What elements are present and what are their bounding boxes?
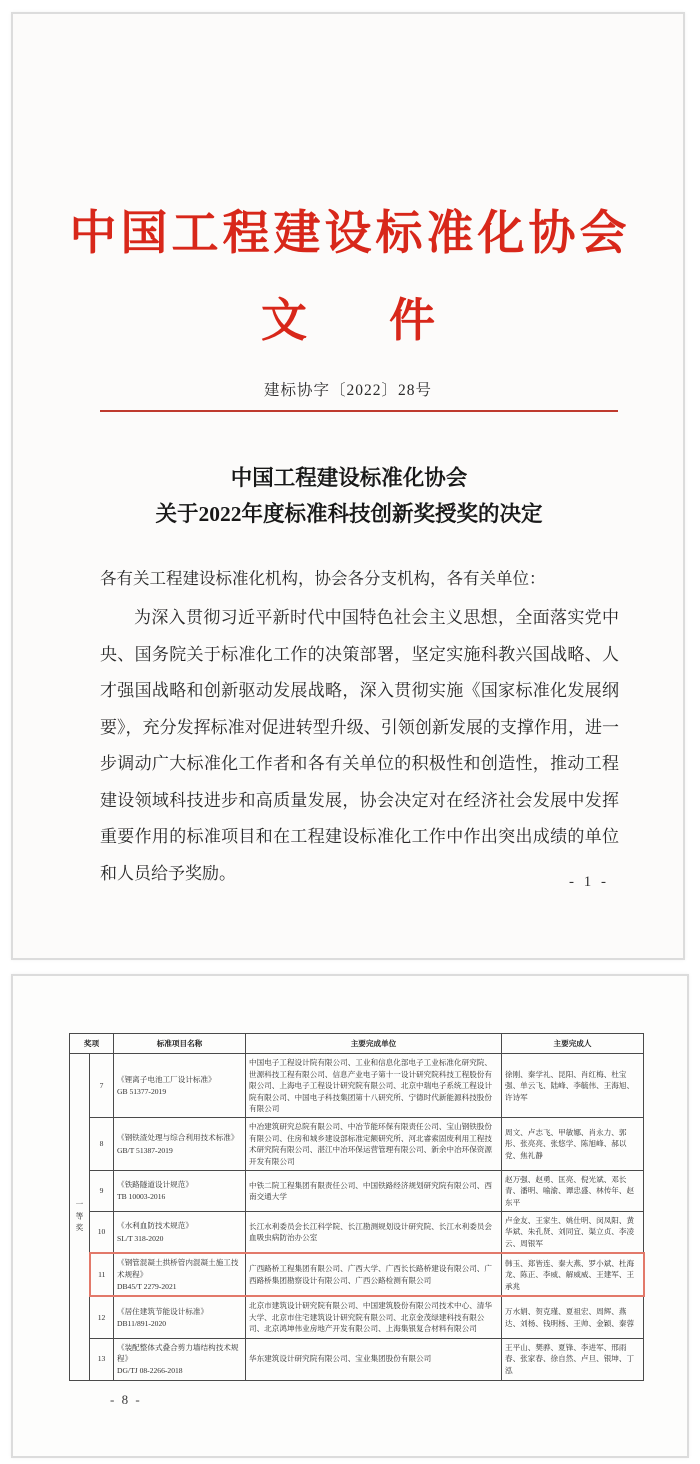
table-row (70, 1212, 644, 1254)
table-row (70, 1118, 644, 1171)
cell-standard-name (114, 1118, 246, 1171)
red-divider-rule (100, 410, 618, 412)
table-row (70, 1054, 644, 1118)
standard-title: 《锂离子电池工厂设计标准》 (117, 1074, 216, 1084)
cell-main-units: 华东建筑设计研究院有限公司、宝业集团股份有限公司 (246, 1338, 502, 1380)
standard-code: TB 10003-2016 (117, 1192, 166, 1202)
header-main-units: 主要完成单位 (246, 1034, 502, 1054)
cell-main-people: 周文、卢志飞、甲敏娜、肖永力、郭彤、张亮亮、张悠学、陈旭峰、郝以党、焦礼静 (502, 1118, 644, 1171)
cell-standard-name (114, 1212, 246, 1254)
salutation-line: 各有关工程建设标准化机构，协会各分支机构，各有关单位： (100, 569, 546, 588)
standard-code: DB11/891-2020 (117, 1319, 167, 1328)
cell-main-people: 韩玉、郑皆连、秦大燕、罗小斌、杜海龙、陈正、李威、解威威、王建军、王承兆 (502, 1253, 644, 1296)
decision-title-line2: 关于2022年度标准科技创新奖授奖的决定 (155, 502, 543, 526)
document-page-1 (11, 12, 685, 960)
cell-row-number: 10 (90, 1212, 114, 1254)
cell-row-number: 7 (90, 1054, 114, 1118)
standard-code: DB45/T 2279-2021 (117, 1282, 177, 1292)
cell-main-people: 王平山、樊骅、夏锋、李进军、邢雨春、张家春、徐自然、卢旦、银坤、丁泓 (502, 1338, 644, 1380)
cell-standard-name (114, 1338, 246, 1380)
cell-main-people: 卢金友、王家生、姚仕明、闵凤阳、黄华斌、朱孔贤、刘同宜、渠立贞、李凌云、周银军 (502, 1212, 644, 1254)
decision-title (53, 460, 645, 532)
table-row (70, 1338, 644, 1380)
cell-main-people: 万水娟、贺克瑾、夏祖宏、周辉、燕达、刘杨、钱明杨、王帅、金颖、秦蓉 (502, 1296, 644, 1338)
cell-standard-name (114, 1253, 246, 1296)
standard-code: DG/TJ 08-2266-2018 (117, 1366, 183, 1376)
cell-row-number: 12 (90, 1296, 114, 1338)
standard-title: 《钢铁渣处理与综合利用技术标准》 (117, 1133, 239, 1143)
cell-main-units: 中冶建筑研究总院有限公司、中冶节能环保有限责任公司、宝山钢铁股份有限公司、住房和城乡建设部标准定额研究所、河北睿索固废利用工程技术研究院有限公司、湛江中冶环保运营管理有限公司、新余中冶环保资源开发有限公司 (246, 1118, 502, 1171)
page-number-1: - 1 - (569, 874, 609, 890)
table-header-row (70, 1034, 644, 1054)
header-standard-name: 标准项目名称 (114, 1034, 246, 1054)
org-name-heading: 中国工程建设标准化协会 (69, 208, 631, 260)
cell-row-number: 9 (90, 1170, 114, 1211)
award-table (69, 1033, 645, 1381)
standard-code: GB 51377-2019 (117, 1087, 167, 1097)
table-row (70, 1296, 644, 1338)
cell-main-units: 广西路桥工程集团有限公司、广西大学、广西长长路桥建设有限公司、广西路桥集团勘察设计有限公司、广西公路检测有限公司 (246, 1253, 502, 1296)
header-prize: 奖项 (70, 1034, 114, 1054)
standard-code: GB/T 51387-2019 (117, 1145, 173, 1155)
document-page-8 (11, 974, 689, 1458)
cell-row-number: 13 (90, 1338, 114, 1380)
cell-main-units: 中国电子工程设计院有限公司、工业和信息化部电子工业标准化研究院、世源科技工程有限公司、信息产业电子第十一设计研究院科技工程股份有限公司、上海电子工程设计研究院有限公司、北京中瑞电子系统工程设计院有限公司、中国电子科技集团第十八研究所、宁德时代新能源科技股份有限公司 (246, 1054, 502, 1118)
standard-title: 《居住建筑节能设计标准》 (117, 1306, 209, 1316)
standard-title: 《钢管混凝土拱桥管内混凝土施工技术规程》 (117, 1258, 239, 1279)
cell-main-units: 中铁二院工程集团有限责任公司、中国铁路经济规划研究院有限公司、西南交通大学 (246, 1170, 502, 1211)
header-main-people: 主要完成人 (502, 1034, 644, 1054)
cell-main-people: 赵万强、赵勇、匡亮、倪光斌、邓长青、潘明、喻渝、谭忠盛、林传年、赵东平 (502, 1170, 644, 1211)
standard-title: 《装配整体式叠合剪力墙结构技术规程》 (117, 1342, 239, 1363)
table-row-highlighted (70, 1253, 644, 1296)
award-table-body (70, 1054, 644, 1380)
body-paragraph: 为深入贯彻习近平新时代中国特色社会主义思想，全面落实党中央、国务院关于标准化工作的决策部署，坚定实施科教兴国战略、人才强国战略和创新驱动发展战略，深入贯彻实施《国家标准化发展纲要》，充分发挥标准对促进转型升级、引领创新发展的支撑作用，进一步调动广大标准化工作者和各有关单位的积极性和创造性，推动工程建设领域科技进步和高质量发展，协会决定对在经济社会发展中发挥重要作用的标准项目和在工程建设标准化工作中作出突出成绩的单位和人员给予奖励。 (100, 608, 619, 883)
standard-title: 《铁路隧道设计规范》 (117, 1180, 193, 1190)
standard-code: SL/T 318-2020 (117, 1233, 164, 1243)
award-table-container (69, 1033, 643, 1381)
page-number-8: - 8 - (110, 1392, 142, 1407)
table-row (70, 1170, 644, 1211)
cell-main-units: 北京市建筑设计研究院有限公司、中国建筑股份有限公司技术中心、清华大学、北京市住宅建筑设计研究院有限公司、北京金茂绿建科技有限公司、北京鸿坤伟业房地产开发有限公司、上海集银复合材料有限公司 (246, 1296, 502, 1338)
cell-row-number: 11 (90, 1253, 114, 1296)
cell-standard-name (114, 1170, 246, 1211)
decision-title-line1: 中国工程建设标准化协会 (230, 466, 468, 490)
standard-title: 《水利血防技术规范》 (117, 1221, 193, 1231)
document-type-heading: 文件 (261, 295, 517, 346)
cell-main-people: 徐刚、秦学礼、昆阳、肖红梅、杜宝强、单云飞、陆峰、李毓伟、王海旭、许诗军 (502, 1054, 644, 1118)
cell-standard-name (114, 1296, 246, 1338)
cell-main-units: 长江水利委员会长江科学院、长江勘测规划设计研究院、长江水利委员会血吸虫病防治办公室 (246, 1212, 502, 1254)
cell-standard-name (114, 1054, 246, 1118)
cell-row-number: 8 (90, 1118, 114, 1171)
document-number: 建标协字〔2022〕28号 (263, 382, 432, 399)
prize-group-label: 一等奖 (70, 1054, 90, 1380)
